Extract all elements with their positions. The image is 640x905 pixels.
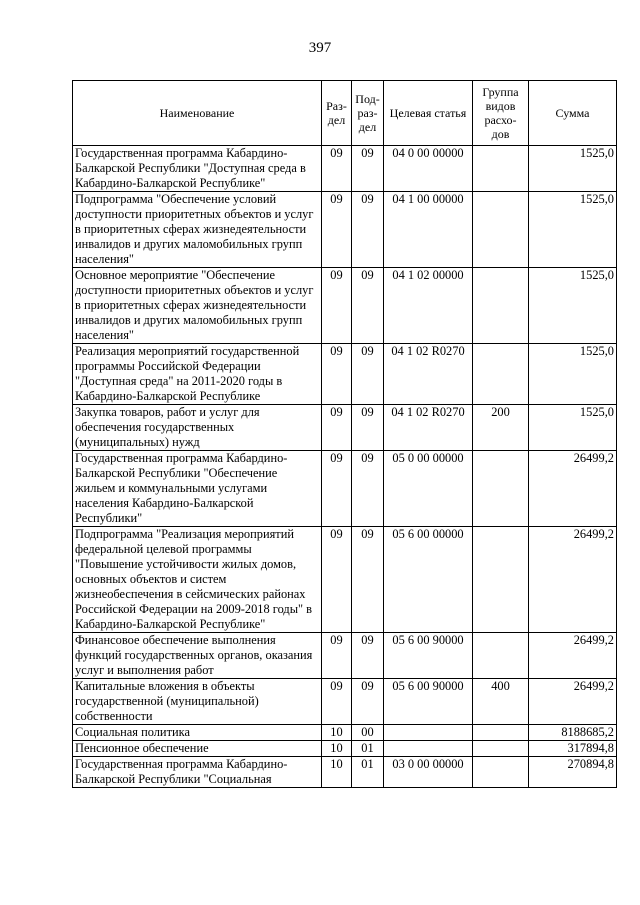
cell-summa: 317894,8	[529, 741, 617, 757]
cell-razdel: 09	[322, 679, 352, 725]
cell-celevaya: 05 0 00 00000	[384, 451, 473, 527]
cell-celevaya	[384, 741, 473, 757]
cell-summa: 26499,2	[529, 633, 617, 679]
cell-name: Социальная политика	[73, 725, 322, 741]
cell-name: Подпрограмма "Обеспечение условий доступности приоритетных объектов и услуг в приоритетных сферах жизнедеятельности инвалидов и других маломобильных групп населения"	[73, 192, 322, 268]
cell-razdel: 09	[322, 451, 352, 527]
cell-gruppa	[473, 741, 529, 757]
cell-name: Государственная программа Кабардино-Балкарской Республики "Обеспечение жильем и коммунальными услугами населения Кабардино-Балкарской Республики"	[73, 451, 322, 527]
table-row	[73, 192, 617, 268]
cell-podrazdel: 09	[352, 192, 384, 268]
cell-razdel: 09	[322, 268, 352, 344]
cell-gruppa	[473, 344, 529, 405]
cell-summa: 1525,0	[529, 405, 617, 451]
cell-celevaya: 05 6 00 90000	[384, 679, 473, 725]
table-row	[73, 451, 617, 527]
header-name: Наименование	[73, 81, 322, 146]
table-row	[73, 679, 617, 725]
cell-summa: 1525,0	[529, 146, 617, 192]
cell-summa: 26499,2	[529, 451, 617, 527]
cell-celevaya	[384, 725, 473, 741]
table-row	[73, 146, 617, 192]
cell-name: Финансовое обеспечение выполнения функций государственных органов, оказания услуг и выполнения работ	[73, 633, 322, 679]
cell-gruppa	[473, 268, 529, 344]
cell-summa: 8188685,2	[529, 725, 617, 741]
cell-gruppa	[473, 146, 529, 192]
cell-podrazdel: 09	[352, 344, 384, 405]
cell-name: Закупка товаров, работ и услуг для обеспечения государственных (муниципальных) нужд	[73, 405, 322, 451]
cell-gruppa	[473, 757, 529, 788]
cell-podrazdel: 09	[352, 679, 384, 725]
table-row	[73, 725, 617, 741]
header-celevaya-statya: Целевая статья	[384, 81, 473, 146]
cell-summa: 1525,0	[529, 268, 617, 344]
cell-gruppa	[473, 633, 529, 679]
cell-summa: 26499,2	[529, 527, 617, 633]
table-row	[73, 757, 617, 788]
cell-podrazdel: 09	[352, 527, 384, 633]
cell-podrazdel: 09	[352, 268, 384, 344]
cell-name: Подпрограмма "Реализация мероприятий федеральной целевой программы "Повышение устойчивости жилых домов, основных объектов и систем жизнеобеспечения в сейсмических районах Российской Федерации на 2009-2018 годы" в Кабардино-Балкарской Республике"	[73, 527, 322, 633]
cell-gruppa	[473, 451, 529, 527]
budget-table	[72, 80, 617, 788]
cell-gruppa	[473, 192, 529, 268]
cell-name: Основное мероприятие "Обеспечение доступности приоритетных объектов и услуг в приоритетных сферах жизнедеятельности инвалидов и других маломобильных групп населения"	[73, 268, 322, 344]
cell-podrazdel: 01	[352, 757, 384, 788]
cell-razdel: 09	[322, 527, 352, 633]
cell-razdel: 10	[322, 741, 352, 757]
cell-gruppa: 200	[473, 405, 529, 451]
cell-razdel: 09	[322, 146, 352, 192]
cell-summa: 270894,8	[529, 757, 617, 788]
cell-razdel: 09	[322, 344, 352, 405]
cell-gruppa	[473, 725, 529, 741]
table-row	[73, 741, 617, 757]
table-row	[73, 268, 617, 344]
cell-podrazdel: 09	[352, 146, 384, 192]
cell-gruppa: 400	[473, 679, 529, 725]
header-razdel: Раз- дел	[322, 81, 352, 146]
cell-gruppa	[473, 527, 529, 633]
cell-celevaya: 04 0 00 00000	[384, 146, 473, 192]
cell-podrazdel: 09	[352, 451, 384, 527]
cell-celevaya: 04 1 02 00000	[384, 268, 473, 344]
cell-podrazdel: 01	[352, 741, 384, 757]
table-row	[73, 344, 617, 405]
cell-name: Государственная программа Кабардино-Балкарской Республики "Социальная	[73, 757, 322, 788]
table-header-row	[73, 81, 617, 146]
cell-name: Капитальные вложения в объекты государственной (муниципальной) собственности	[73, 679, 322, 725]
header-gruppa-vidov-rashodov: Группа видов расхо- дов	[473, 81, 529, 146]
cell-celevaya: 04 1 02 R0270	[384, 405, 473, 451]
cell-celevaya: 05 6 00 90000	[384, 633, 473, 679]
table-row	[73, 405, 617, 451]
cell-razdel: 10	[322, 725, 352, 741]
cell-podrazdel: 09	[352, 633, 384, 679]
header-podrazdel: Под- раз- дел	[352, 81, 384, 146]
cell-name: Государственная программа Кабардино-Балкарской Республики "Доступная среда в Кабардино-Балкарской Республике"	[73, 146, 322, 192]
cell-celevaya: 03 0 00 00000	[384, 757, 473, 788]
cell-summa: 1525,0	[529, 344, 617, 405]
cell-podrazdel: 09	[352, 405, 384, 451]
cell-celevaya: 04 1 02 R0270	[384, 344, 473, 405]
cell-razdel: 09	[322, 405, 352, 451]
cell-name: Пенсионное обеспечение	[73, 741, 322, 757]
header-summa: Сумма	[529, 81, 617, 146]
cell-summa: 26499,2	[529, 679, 617, 725]
cell-celevaya: 04 1 00 00000	[384, 192, 473, 268]
cell-summa: 1525,0	[529, 192, 617, 268]
cell-name: Реализация мероприятий государственной программы Российской Федерации "Доступная среда" на 2011-2020 годы в Кабардино-Балкарской Республике	[73, 344, 322, 405]
cell-razdel: 09	[322, 633, 352, 679]
table-row	[73, 527, 617, 633]
page-number: 397	[308, 40, 332, 56]
cell-celevaya: 05 6 00 00000	[384, 527, 473, 633]
cell-razdel: 09	[322, 192, 352, 268]
cell-podrazdel: 00	[352, 725, 384, 741]
table-row	[73, 633, 617, 679]
cell-razdel: 10	[322, 757, 352, 788]
